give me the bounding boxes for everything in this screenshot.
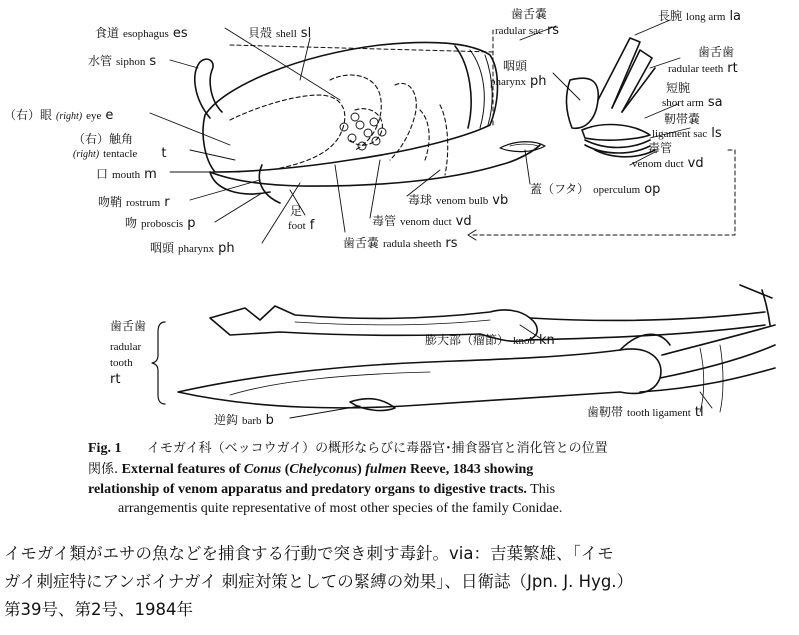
- caption-line-1: Fig. 1 イモガイ科（ベッコウガイ）の概形ならびに毒器官･捕食器官と消化管との位置: [88, 441, 608, 456]
- label-venom-bulb: 毒球 venom bulb vb: [408, 193, 509, 208]
- label-short-arm-ja: 短腕: [666, 81, 691, 95]
- label-mouth: 口 mouth m: [96, 167, 157, 182]
- label-pharynx-bottom: 咽頭 pharynx ph: [150, 241, 235, 256]
- label-tentacle-ja: （右）触角: [73, 132, 134, 146]
- label-tooth-ligament: 歯靭帯 tooth ligament tl: [587, 405, 704, 420]
- label-radular-teeth-ja: 歯舌歯: [698, 45, 735, 59]
- label-radular-teeth: radular teeth rt: [668, 61, 738, 76]
- caption-line-2: 関係. External features of Conus (Chelyconus) fulmen Reeve, 1843 showing: [88, 462, 534, 477]
- caption-line-3: relationship of venom apparatus and predatory organs to digestive tracts. This: [88, 482, 556, 497]
- label-operculum: 蓋（フタ） operculum op: [530, 182, 661, 197]
- label-proboscis: 吻 proboscis p: [125, 216, 196, 231]
- label-radular-tooth-ab: rt: [110, 372, 121, 387]
- label-ligament-sac: ligament sac ls: [652, 126, 722, 141]
- label-short-arm: short arm sa: [662, 95, 723, 110]
- note-line-1: イモガイ類がエサの魚などを捕食する行動で突き刺す毒針。via：吉葉繁雄、「イモ: [4, 544, 614, 563]
- label-long-arm: 長腕 long arm la: [658, 9, 742, 24]
- label-radula-sheeth: 歯舌嚢 radula sheeth rs: [343, 236, 458, 251]
- label-siphon: 水管 siphon s: [88, 54, 157, 69]
- label-radular-sac-ja: 歯舌嚢: [511, 7, 548, 21]
- radular-sac-shape: [566, 78, 598, 128]
- label-pharynx-top-ja: 咽頭: [503, 59, 528, 73]
- figure-number: Fig. 1: [88, 441, 122, 456]
- tooth-brace: [152, 322, 165, 404]
- label-foot: foot f: [288, 218, 315, 233]
- siphon-shape: [195, 59, 222, 118]
- label-foot-ja: 足: [290, 204, 303, 218]
- label-radular-sac: radular sac rs: [495, 23, 560, 38]
- label-shell: 貝殻 shell sl: [248, 26, 312, 41]
- label-barb: 逆鈎 barb b: [214, 413, 274, 428]
- note-line-2: ガイ刺症特にアンボイナガイ 刺症対策としての緊縛の効果」、日衛誌（Jpn. J. Hyg.）: [4, 572, 634, 591]
- note-line-3: 第39号、第2号、1984年: [4, 600, 193, 619]
- label-venom-duct-right-ja: 毒管: [648, 141, 673, 155]
- label-esophagus: 食道 esophagus es: [95, 26, 188, 41]
- label-tentacle: (right) tentacle t: [73, 146, 167, 161]
- label-pharynx-top: pharynx ph: [490, 74, 547, 89]
- label-radular-tooth-en2: tooth: [110, 357, 133, 369]
- caption-line-4: arrangementis quite representative of most other species of the family Conidae.: [118, 501, 563, 516]
- label-knob: 膨大部（瘤節） knob kn: [425, 333, 555, 348]
- label-radular-tooth-ja: 歯舌歯: [110, 319, 147, 333]
- lower-tooth: [178, 349, 661, 408]
- label-venom-duct-right: venom duct vd: [632, 156, 704, 171]
- shell-spire: [455, 46, 471, 128]
- label-radular-tooth-en1: radular: [110, 341, 142, 353]
- label-rostrum: 吻鞘 rostrum r: [98, 195, 170, 210]
- shell-outline: [203, 42, 497, 172]
- label-venom-duct-mid: 毒管 venom duct vd: [372, 214, 472, 229]
- label-eye: （右）眼 (right) eye e: [4, 108, 114, 123]
- label-ligament-sac-ja: 靭帯嚢: [664, 112, 701, 126]
